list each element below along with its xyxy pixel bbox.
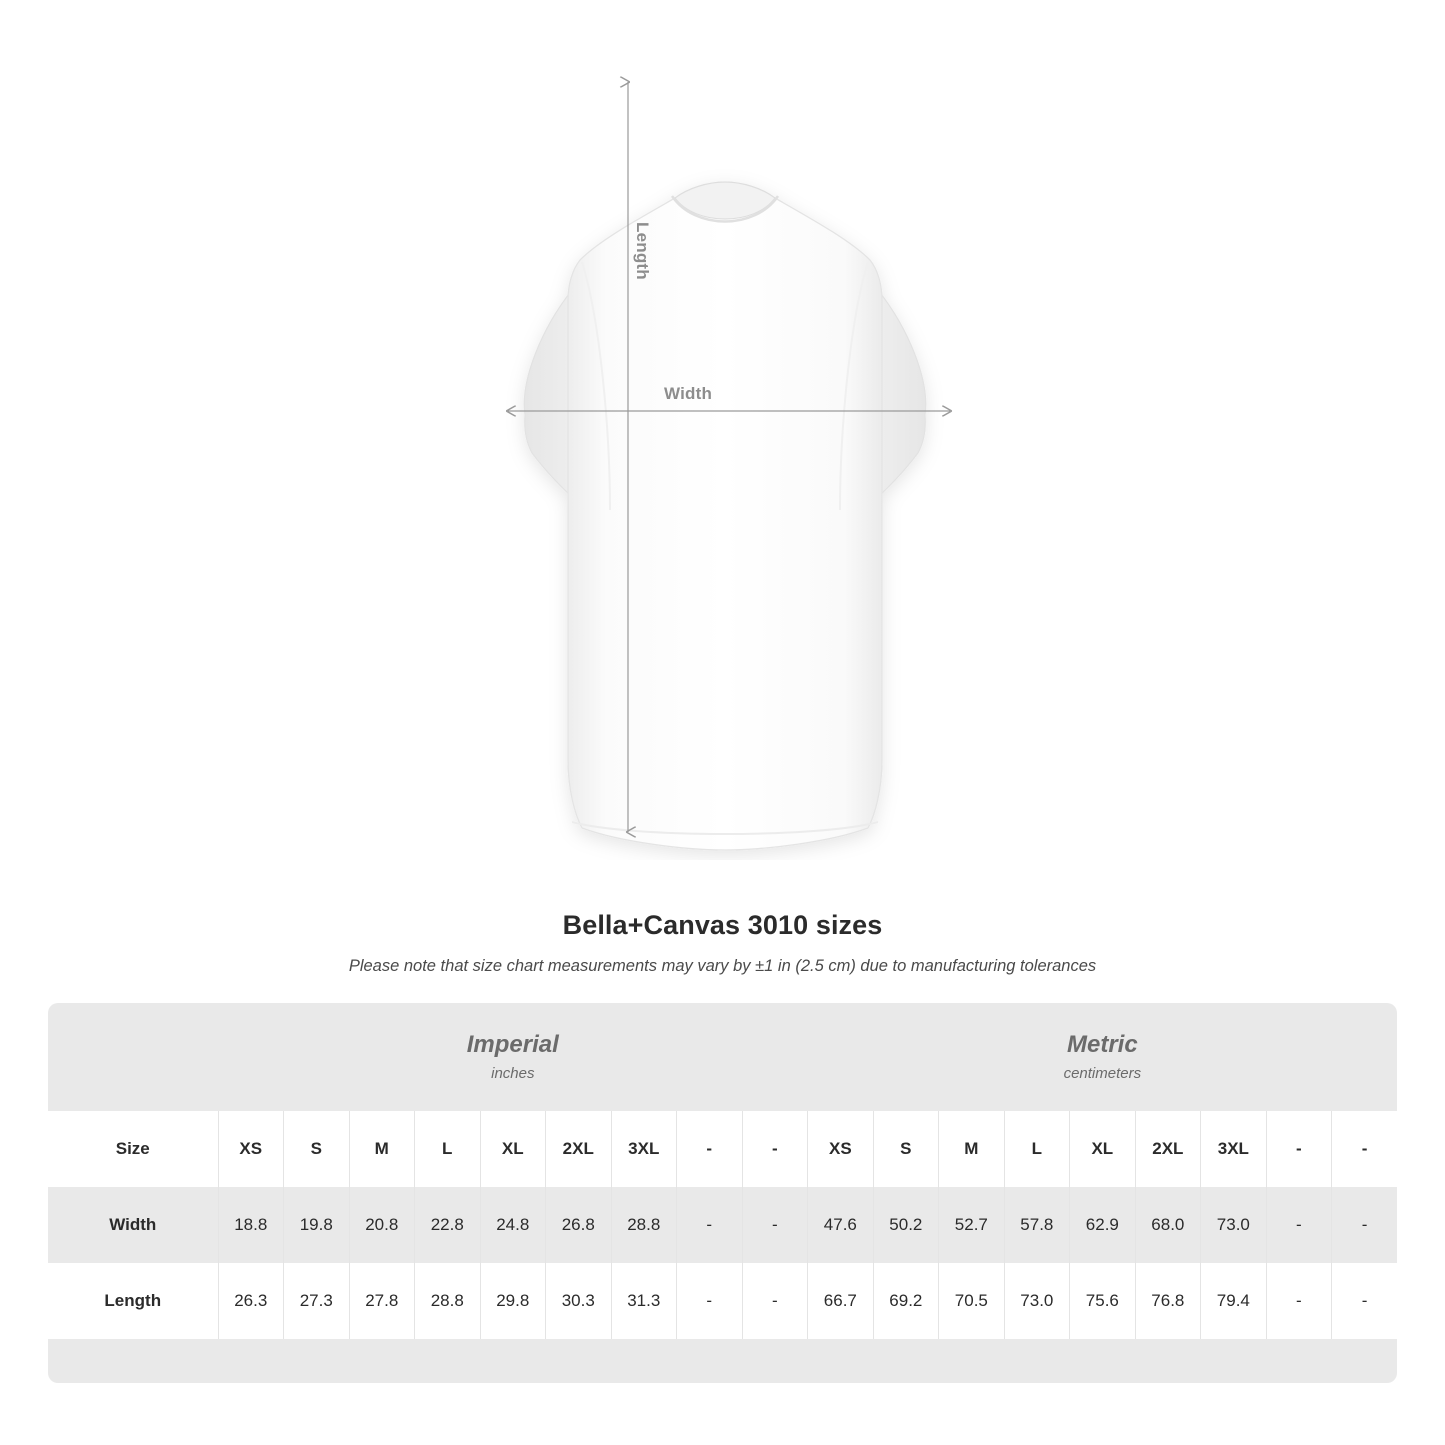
cell-length-metric-6: 79.4	[1201, 1263, 1267, 1339]
cell-length-imperial-4: 29.8	[480, 1263, 546, 1339]
size-chart-table	[48, 1003, 1397, 1383]
unit-group-metric	[808, 1003, 1397, 1111]
cell-width-metric-2: 52.7	[939, 1187, 1005, 1263]
cell-width-imperial-6: 28.8	[611, 1187, 677, 1263]
tolerance-note: Please note that size chart measurements may vary by ±1 in (2.5 cm) due to manufacturing tolerances	[348, 957, 1097, 975]
unit-group-metric-sub: centimeters	[1063, 1065, 1142, 1083]
cell-width-imperial-8: -	[742, 1187, 808, 1263]
cell-width-imperial-2: 20.8	[349, 1187, 415, 1263]
col-header-imperial-7: -	[677, 1111, 743, 1187]
col-header-imperial-0: XS	[218, 1111, 284, 1187]
cell-width-imperial-0: 18.8	[218, 1187, 284, 1263]
cell-length-metric-5: 76.8	[1135, 1263, 1201, 1339]
cell-length-metric-1: 69.2	[873, 1263, 939, 1339]
cell-length-imperial-7: -	[677, 1263, 743, 1339]
cell-length-metric-3: 73.0	[1004, 1263, 1070, 1339]
chart-title-block	[0, 910, 1445, 976]
col-header-metric-5: 2XL	[1135, 1111, 1201, 1187]
cell-length-metric-7: -	[1266, 1263, 1332, 1339]
table-footer-spacer	[48, 1339, 1397, 1383]
size-header-row	[48, 1111, 1397, 1187]
cell-length-metric-2: 70.5	[939, 1263, 1005, 1339]
cell-width-metric-7: -	[1266, 1187, 1332, 1263]
table-row	[48, 1263, 1397, 1339]
cell-length-imperial-2: 27.8	[349, 1263, 415, 1339]
row-label-length: Length	[48, 1263, 218, 1339]
unit-group-imperial-sub: inches	[491, 1065, 535, 1083]
unit-group-imperial	[218, 1003, 808, 1111]
row-header-size: Size	[48, 1111, 218, 1187]
row-label-width: Width	[48, 1187, 218, 1263]
unit-row-spacer	[48, 1003, 218, 1111]
cell-width-metric-1: 50.2	[873, 1187, 939, 1263]
col-header-imperial-1: S	[284, 1111, 350, 1187]
unit-group-row	[48, 1003, 1397, 1111]
cell-width-metric-0: 47.6	[808, 1187, 874, 1263]
col-header-metric-4: XL	[1070, 1111, 1136, 1187]
cell-width-imperial-7: -	[677, 1187, 743, 1263]
cell-length-metric-4: 75.6	[1070, 1263, 1136, 1339]
col-header-imperial-4: XL	[480, 1111, 546, 1187]
cell-length-imperial-8: -	[742, 1263, 808, 1339]
cell-width-metric-8: -	[1332, 1187, 1397, 1263]
cell-width-metric-5: 68.0	[1135, 1187, 1201, 1263]
cell-width-imperial-5: 26.8	[546, 1187, 612, 1263]
cell-length-metric-0: 66.7	[808, 1263, 874, 1339]
length-measure-label: Length	[633, 222, 652, 280]
col-header-imperial-5: 2XL	[546, 1111, 612, 1187]
col-header-metric-6: 3XL	[1201, 1111, 1267, 1187]
col-header-metric-1: S	[873, 1111, 939, 1187]
width-measure-label: Width	[664, 384, 713, 403]
table-footer-row	[48, 1339, 1397, 1383]
cell-width-imperial-4: 24.8	[480, 1187, 546, 1263]
cell-width-metric-6: 73.0	[1201, 1187, 1267, 1263]
col-header-imperial-2: M	[349, 1111, 415, 1187]
col-header-metric-0: XS	[808, 1111, 874, 1187]
table-row	[48, 1187, 1397, 1263]
col-header-metric-8: -	[1332, 1111, 1397, 1187]
cell-length-imperial-3: 28.8	[415, 1263, 481, 1339]
col-header-imperial-3: L	[415, 1111, 481, 1187]
cell-length-imperial-0: 26.3	[218, 1263, 284, 1339]
col-header-imperial-6: 3XL	[611, 1111, 677, 1187]
cell-width-metric-3: 57.8	[1004, 1187, 1070, 1263]
cell-length-imperial-5: 30.3	[546, 1263, 612, 1339]
cell-width-imperial-1: 19.8	[284, 1187, 350, 1263]
col-header-metric-3: L	[1004, 1111, 1070, 1187]
unit-group-metric-name: Metric	[1067, 1030, 1138, 1058]
cell-width-imperial-3: 22.8	[415, 1187, 481, 1263]
cell-length-imperial-1: 27.3	[284, 1263, 350, 1339]
col-header-metric-7: -	[1266, 1111, 1332, 1187]
cell-length-imperial-6: 31.3	[611, 1263, 677, 1339]
unit-group-imperial-name: Imperial	[466, 1030, 559, 1058]
page-title: Bella+Canvas 3010 sizes	[562, 910, 883, 940]
cell-length-metric-8: -	[1332, 1263, 1397, 1339]
col-header-imperial-8: -	[742, 1111, 808, 1187]
cell-width-metric-4: 62.9	[1070, 1187, 1136, 1263]
col-header-metric-2: M	[939, 1111, 1005, 1187]
